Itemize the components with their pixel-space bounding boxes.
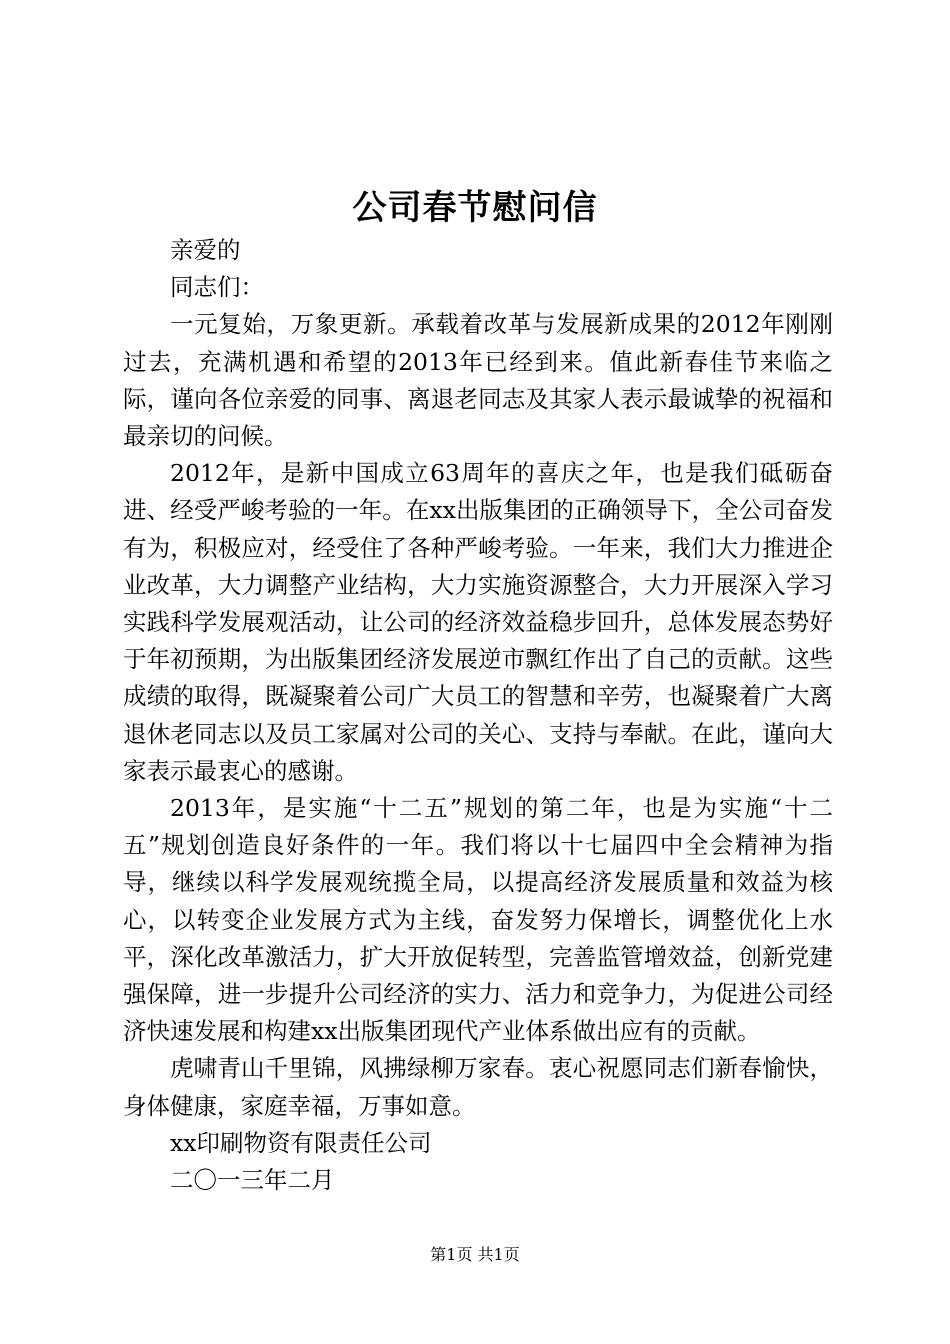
date: 二〇一三年二月: [170, 1166, 335, 1195]
salutation-line-1: 亲爱的: [170, 236, 241, 264]
paragraph-3: 2013年，是实施“十二五”规划的第二年，也是为实施“十二五”规划创造良好条件的一年。我们将以十七届四中全会精神为指导，继续以科学发展观统揽全局，以提高经济发展质量和效益为核心，以转变企业发展方式为主线，奋发努力保增长，调整优化上水平，深化改革激活力，扩大开放促转型，完善监管增效益，创新党建强保障，进一步提升公司经济的实力、活力和竞争力，为促进公司经济快速发展和构建xx出版集团现代产业体系做出应有的贡献。: [123, 794, 833, 1046]
letter-body: [123, 232, 833, 1199]
paragraph-1: 一元复始，万象更新。承载着改革与发展新成果的2012年刚刚过去，充满机遇和希望的2013年已经到来。值此新春佳节来临之际，谨向各位亲爱的同事、离退老同志及其家人表示最诚挚的祝福和最亲切的问候。: [123, 310, 833, 451]
page-footer: 第1页 共1页: [430, 1245, 520, 1264]
signature: xx印刷物资有限责任公司: [170, 1128, 432, 1157]
paragraph-2: 2012年，是新中国成立63周年的喜庆之年，也是我们砥砺奋进、经受严峻考验的一年。在xx出版集团的正确领导下，全公司奋发有为，积极应对，经受住了各种严峻考验。一年来，我们大力推进企业改革，大力调整产业结构，大力实施资源整合，大力开展深入学习实践科学发展观活动，让公司的经济效益稳步回升，总体发展态势好于年初预期，为出版集团经济发展逆市飘红作出了自己的贡献。这些成绩的取得，既凝聚着公司广大员工的智慧和辛劳，也凝聚着广大离退休老同志以及员工家属对公司的关心、支持与奉献。在此，谨向大家表示最衷心的感谢。: [123, 459, 833, 785]
salutation-line-2: 同志们：: [170, 273, 264, 302]
document-title: 公司春节慰问信: [352, 188, 598, 228]
paragraph-4: 虎啸青山千里锦，风拂绿柳万家春。衷心祝愿同志们新春愉快，身体健康，家庭幸福，万事如意。: [123, 1054, 833, 1120]
